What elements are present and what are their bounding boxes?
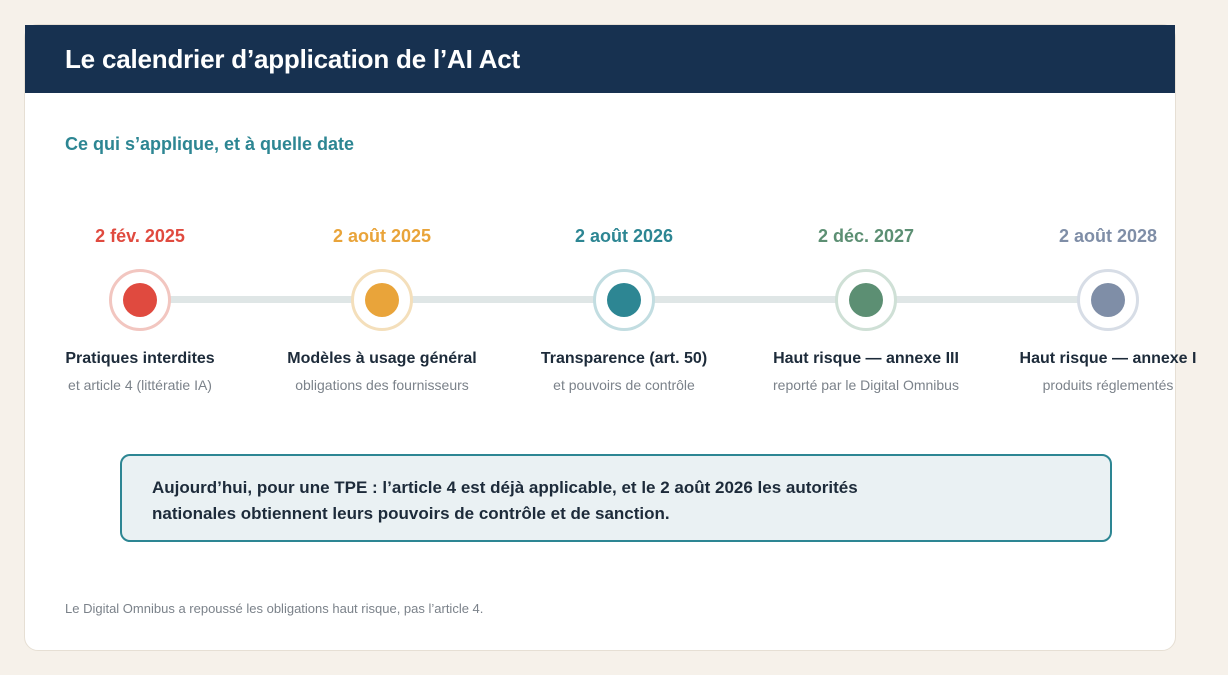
milestone-title: Haut risque — annexe III xyxy=(773,350,959,367)
milestone-date: 2 août 2026 xyxy=(574,226,674,246)
milestone-title: Haut risque — annexe I xyxy=(1019,350,1197,367)
milestone-subtitle: et pouvoirs de contrôle xyxy=(553,377,695,393)
milestone-subtitle: reporté par le Digital Omnibus xyxy=(773,377,959,393)
milestone-2 xyxy=(262,225,502,393)
callout-line-2: nationales obtiennent leurs pouvoirs de contrôle et de sanction. xyxy=(152,504,670,523)
milestone-date: 2 fév. 2025 xyxy=(95,226,185,246)
milestone-date: 2 déc. 2027 xyxy=(817,226,915,246)
milestone-dot xyxy=(365,283,399,317)
milestone-title: Pratiques interdites xyxy=(65,350,215,367)
milestone-dot xyxy=(849,283,883,317)
milestone-node xyxy=(593,269,655,331)
milestone-title: Modèles à usage général xyxy=(287,350,477,367)
milestone-title: Transparence (art. 50) xyxy=(540,350,708,367)
timeline-card xyxy=(24,24,1197,651)
milestone-node xyxy=(835,269,897,331)
callout-line-1: Aujourd’hui, pour une TPE : l’article 4 est déjà applicable, et le 2 août 2026 les autorités xyxy=(152,478,858,497)
milestone-date: 2 août 2025 xyxy=(332,226,432,246)
milestone-dot xyxy=(1091,283,1125,317)
milestone-subtitle: et article 4 (littératie IA) xyxy=(68,377,212,393)
milestone-subtitle: obligations des fournisseurs xyxy=(295,377,469,393)
milestone-4 xyxy=(746,225,986,393)
page-title: Le calendrier d’application de l’AI Act xyxy=(65,43,521,74)
footnote: Le Digital Omnibus a repoussé les obligations haut risque, pas l’article 4. xyxy=(65,601,484,616)
milestone-node xyxy=(351,269,413,331)
header-bar xyxy=(25,25,1175,93)
milestone-node xyxy=(1077,269,1139,331)
milestone-node xyxy=(109,269,171,331)
milestone-5 xyxy=(988,225,1228,393)
milestone-date: 2 août 2028 xyxy=(1058,226,1158,246)
milestone-dot xyxy=(607,283,641,317)
milestone-3 xyxy=(504,225,744,393)
milestone-dot xyxy=(123,283,157,317)
callout-box xyxy=(120,454,1112,542)
milestone-subtitle: produits réglementés xyxy=(1042,377,1174,393)
section-subtitle: Ce qui s’applique, et à quelle date xyxy=(65,134,355,154)
milestone-1 xyxy=(20,225,260,393)
